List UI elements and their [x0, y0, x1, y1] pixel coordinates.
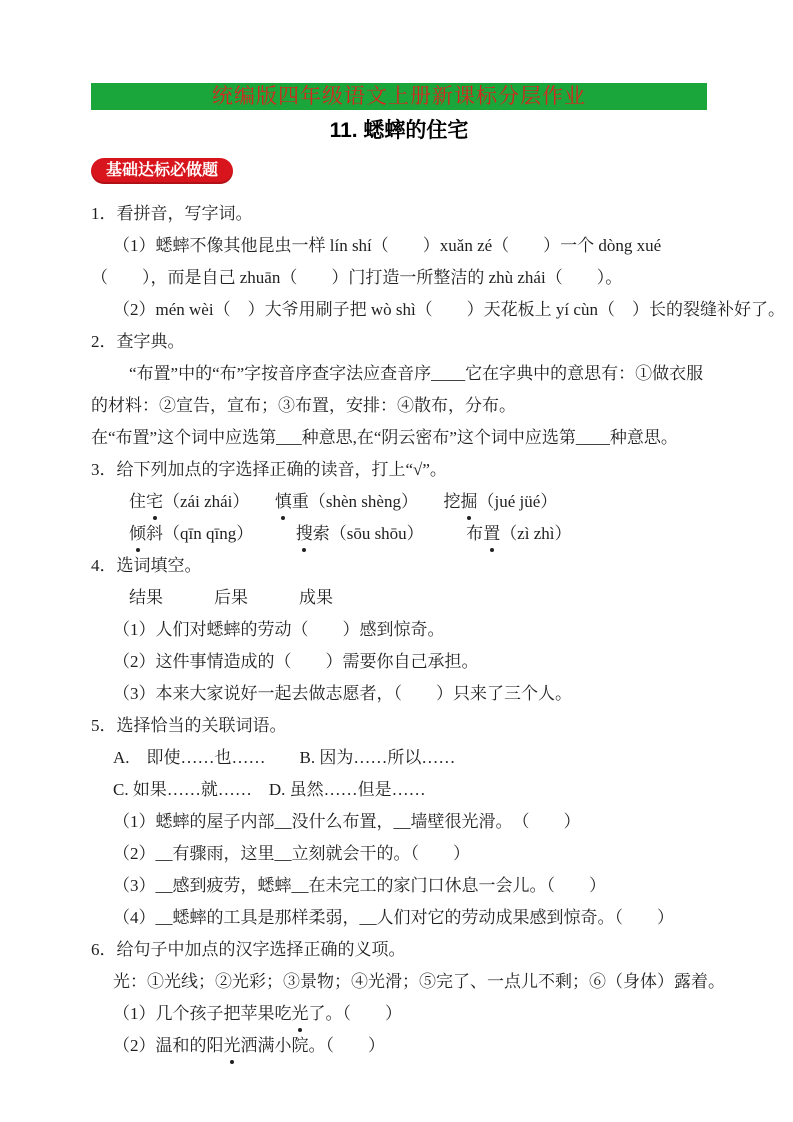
line-segment: （ ），而是自己 zhuān（ ）门打造一所整洁的 zhù zhái（ ）。 — [91, 268, 623, 287]
emphasized-char: 搜 — [296, 518, 313, 550]
emphasized-char: 倾 — [129, 518, 146, 550]
worksheet-line — [113, 870, 731, 902]
line-segment: 光：①光线；②光彩；③景物；④光滑；⑤完了、一点儿不剩；⑥（身体）露着。 — [113, 972, 725, 991]
header-banner — [91, 83, 707, 110]
line-segment: 的材料：②宣告，宣布；③布置，安排：④散布，分布。 — [91, 396, 516, 415]
worksheet-line — [113, 294, 785, 326]
line-segment: 1．看拼音，写字词。 — [91, 204, 253, 223]
worksheet-line — [113, 678, 731, 710]
line-segment: 结果 后果 成果 — [129, 588, 333, 607]
line-segment: （1）人们对蟋蟀的劳动（ ）感到惊奇。 — [113, 620, 445, 639]
emphasized-char: 掘 — [460, 486, 477, 518]
line-segment: （2）mén wèi（ ）大爷用刷子把 wò shì（ ）天花板上 yí cùn（ ）长的裂缝补好了。 — [113, 300, 785, 319]
line-segment: （2）这件事情造成的（ ）需要你自己承担。 — [113, 652, 479, 671]
line-segment: 斜（qīn qīng） — [146, 524, 296, 543]
worksheet-line — [113, 902, 731, 934]
line-segment: （4）__蟋蟀的工具是那样柔弱，__人们对它的劳动成果感到惊奇。（ ） — [113, 908, 674, 927]
emphasized-char: 光 — [224, 1030, 241, 1062]
line-segment: （zì zhì） — [500, 524, 572, 543]
emphasized-char: 置 — [483, 518, 500, 550]
line-segment: （zái zhái） — [163, 492, 275, 511]
worksheet-line — [113, 1030, 731, 1062]
emphasized-char: 光 — [292, 998, 309, 1030]
line-segment: 在“布置”这个词中应选第___种意思,在“阴云密布”这个词中应选第____种意思。 — [91, 428, 678, 447]
line-segment: （1）几个孩子把苹果吃 — [113, 1004, 292, 1023]
worksheet-line — [91, 198, 731, 230]
line-segment: （2）__有骤雨，这里__立刻就会干的。（ ） — [113, 844, 470, 863]
line-segment: 重（shèn shèng） 挖 — [291, 492, 461, 511]
line-segment: （3）本来大家说好一起去做志愿者，（ ）只来了三个人。 — [113, 684, 572, 703]
line-segment: 6．给句子中加点的汉字选择正确的义项。 — [91, 940, 406, 959]
worksheet-line — [113, 646, 731, 678]
worksheet-body — [91, 198, 785, 1062]
emphasized-char: 宅 — [146, 486, 163, 518]
worksheet-line — [113, 230, 731, 262]
line-segment: 5．选择恰当的关联词语。 — [91, 716, 287, 735]
page-title: 11. 蟋蟀的住宅 — [329, 119, 469, 142]
worksheet-line — [91, 454, 731, 486]
line-segment: 2．查字典。 — [91, 332, 185, 351]
worksheet-line — [113, 774, 731, 806]
line-segment: （1）蟋蟀不像其他昆虫一样 lín shí（ ）xuǎn zé（ ）一个 dòng xué — [113, 236, 662, 255]
line-segment: 索（sōu shōu） 布 — [312, 524, 484, 543]
line-segment: （2）温和的阳 — [113, 1036, 224, 1055]
line-segment: 了。（ ） — [308, 1004, 402, 1023]
section-badge: 基础达标必做题 — [91, 158, 233, 184]
worksheet-line — [129, 486, 731, 518]
worksheet-line — [113, 966, 731, 998]
worksheet-line — [91, 710, 731, 742]
worksheet-line — [113, 614, 731, 646]
worksheet-line — [129, 518, 731, 550]
line-segment: C. 如果……就…… D. 虽然……但是…… — [113, 780, 426, 799]
line-segment: 4．选词填空。 — [91, 556, 202, 575]
worksheet-line — [91, 390, 731, 422]
worksheet-line — [113, 998, 731, 1030]
line-segment: 3．给下列加点的字选择正确的读音，打上“√”。 — [91, 460, 447, 479]
header-banner-text: 统编版四年级语文上册新课标分层作业 — [212, 84, 586, 108]
line-segment: “布置”中的“布”字按音序查字法应查音序____它在字典中的意思有：①做衣服 — [129, 364, 704, 383]
badge-row — [91, 158, 793, 186]
line-segment: （jué jüé） — [477, 492, 558, 511]
line-segment: （3）__感到疲劳，蟋蟀__在未完工的家门口休息一会儿。（ ） — [113, 876, 606, 895]
worksheet-line — [129, 358, 731, 390]
worksheet-line — [113, 742, 731, 774]
worksheet-line — [129, 582, 731, 614]
line-segment: （1）蟋蟀的屋子内部__没什么布置，__墙壁很光滑。 （ ） — [113, 812, 581, 831]
line-segment: A. 即使……也…… B. 因为……所以…… — [113, 748, 456, 767]
worksheet-line — [91, 326, 731, 358]
worksheet-line — [113, 806, 731, 838]
worksheet-line — [91, 422, 731, 454]
line-segment: 洒满小院。（ ） — [240, 1036, 385, 1055]
worksheet-line — [91, 550, 731, 582]
worksheet-line — [113, 838, 731, 870]
worksheet-line — [91, 262, 731, 294]
worksheet-line — [91, 934, 731, 966]
line-segment: 住 — [129, 492, 146, 511]
emphasized-char: 慎 — [275, 486, 292, 518]
